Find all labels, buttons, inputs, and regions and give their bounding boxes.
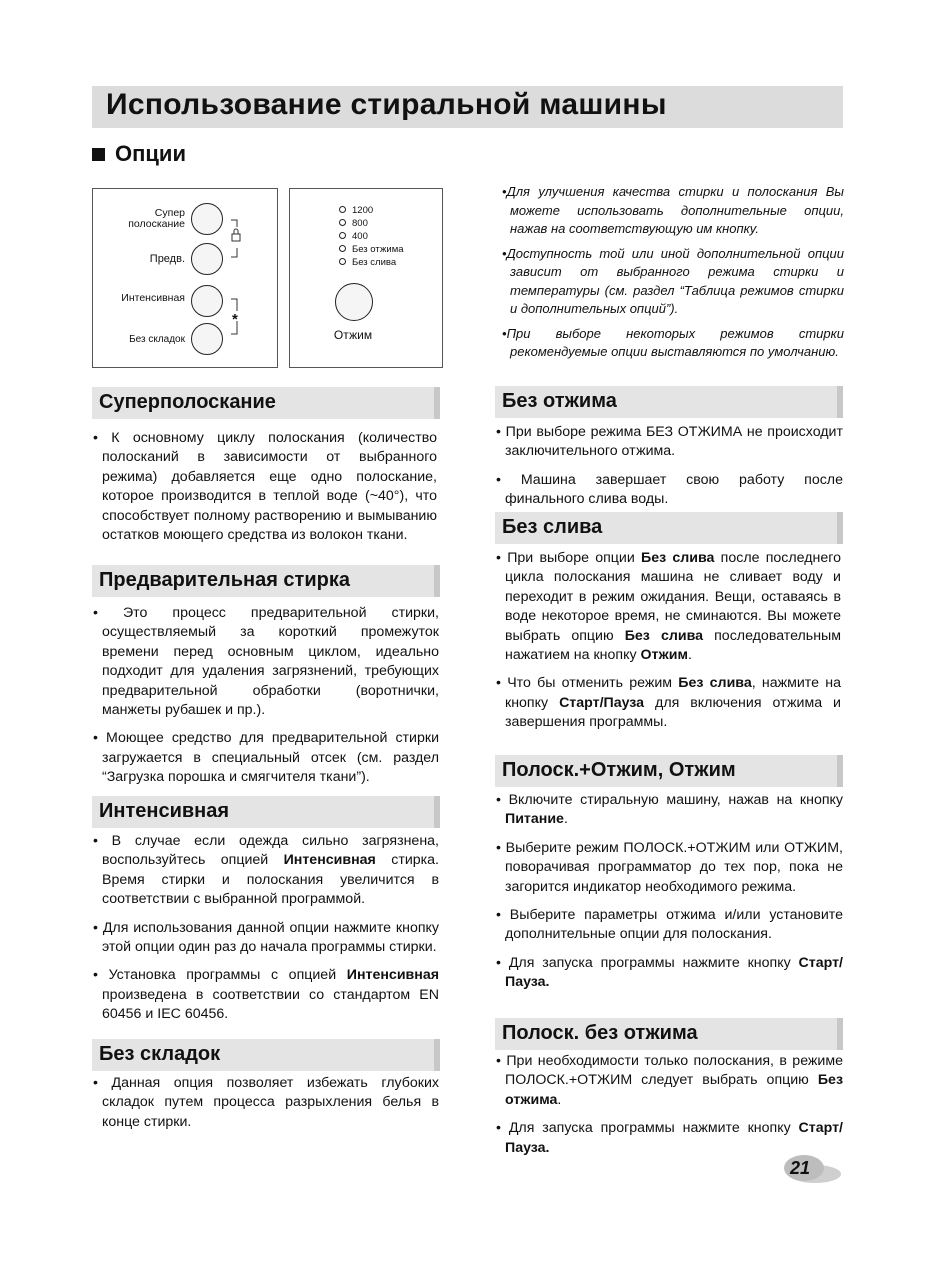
list-item: • Включите стиральную машину, нажав на кнопку Питание.: [495, 791, 843, 830]
list-item: • К основному циклу полоскания (количество полосканий в зависимости от выбранного режима) добавляется еще одно полоскание, которое производится в теплой воде (~40°), что способствует полному растворению и вымыванию остатков моющего средства из волокон ткани.: [92, 429, 437, 545]
label-super-rinse: Супер полоскание: [128, 207, 185, 230]
options-notes: [500, 183, 844, 368]
list-item: • При выборе режима БЕЗ ОТЖИМА не происходит заключительного отжима.: [495, 423, 843, 462]
spin-options-list: [339, 204, 404, 269]
label-intensive: Интенсивная: [121, 292, 185, 304]
section-body-intensive: [92, 832, 439, 1034]
spin-button-label: Отжим: [333, 328, 373, 342]
spin-option: 800: [339, 217, 404, 230]
list-item: • Выберите параметры отжима и/или установите дополнительные опции для полоскания.: [495, 906, 843, 945]
section-subtitle: [92, 141, 186, 167]
spin-option: Без слива: [339, 256, 404, 269]
list-item: • При выборе опции Без слива после последнего цикла полоскания машина не сливает воду и переходит в режим ожидания. Вещи, оставаясь в воде некоторое время, не сминаются. Вы можете выбрать опцию Без слива последовательным нажатием на кнопку Отжим.: [495, 549, 841, 665]
note-item: •При выборе некоторых режимов стирки рекомендуемые опции выставляются по умолчанию.: [502, 325, 844, 359]
section-heading-prewash: Предварительная стирка: [92, 565, 440, 597]
intensive-button: [191, 285, 223, 317]
list-item: • Для запуска программы нажмите кнопку Старт/Пауза.: [495, 1119, 843, 1158]
page-number: 21: [790, 1158, 811, 1178]
section-heading-rinse-spin: Полоск.+Отжим, Отжим: [495, 755, 843, 787]
section-heading-no-drain: Без слива: [495, 512, 843, 544]
note-item: •Доступность той или иной дополнительной опции зависит от выбранного режима стирки и температуры (см. раздел “Таблица режимов стирки и дополнительных опций”).: [502, 245, 844, 316]
prewash-button: [191, 243, 223, 275]
section-heading-intensive: Интенсивная: [92, 796, 440, 828]
section-body-no-spin: [495, 423, 843, 519]
section-body-no-crease: [92, 1074, 439, 1141]
list-item: • Выберите режим ПОЛОСК.+ОТЖИМ или ОТЖИМ, поворачивая программатор до тех пор, пока не загорится индикатор необходимого режима.: [495, 839, 843, 897]
list-item: • Для использования данной опции нажмите кнопку этой опции один раз до начала программы стирки.: [92, 919, 439, 958]
spin-panel-illustration: [289, 188, 443, 368]
list-item: • При необходимости только полоскания, в режиме ПОЛОСК.+ОТЖИМ следует выбрать опцию Без отжима.: [495, 1052, 843, 1110]
list-item: • В случае если одежда сильно загрязнена, воспользуйтесь опцией Интенсивная стирка. Время стирки и полоскания увеличится в соответствии с выбранной программой.: [92, 832, 439, 910]
section-body-prewash: [92, 604, 439, 797]
page-number-badge: [781, 1154, 841, 1184]
label-no-crease: Без складок: [129, 334, 185, 345]
list-item: • Моющее средство для предварительной стирки загружается в специальный отсек (см. раздел “Загрузка порошка и смягчителя ткани”).: [92, 729, 439, 787]
super-rinse-button: [191, 203, 223, 235]
page-title: Использование стиральной машины: [106, 88, 667, 121]
section-body-rinse-spin: [495, 791, 843, 1002]
options-panel-illustration: [92, 188, 278, 368]
list-item: • Машина завершает свою работу после финального слива воды.: [495, 471, 843, 510]
section-body-no-drain: [495, 549, 841, 742]
list-item: • Данная опция позволяет избежать глубоких складок путем процесса разрыхления белья в конце стирки.: [92, 1074, 439, 1132]
section-heading-no-spin: Без отжима: [495, 386, 843, 418]
section-body-rinse-no-spin: [495, 1052, 843, 1167]
section-heading-rinse-no-spin: Полоск. без отжима: [495, 1018, 843, 1050]
section-heading-super-rinse: Суперполоскание: [92, 387, 440, 419]
spin-option: 400: [339, 230, 404, 243]
list-item: • Что бы отменить режим Без слива, нажмите на кнопку Старт/Пауза для включения отжима и завершения программы.: [495, 674, 841, 732]
page-title-bar: [92, 86, 843, 128]
square-bullet-icon: [92, 148, 105, 161]
spin-button: [335, 283, 373, 321]
spin-option: 1200: [339, 204, 404, 217]
spin-option: Без отжима: [339, 243, 404, 256]
section-body-super-rinse: [92, 429, 437, 554]
list-item: • Для запуска программы нажмите кнопку Старт/Пауза.: [495, 954, 843, 993]
no-crease-button: [191, 323, 223, 355]
subtitle-text: Опции: [115, 141, 186, 166]
list-item: • Это процесс предварительной стирки, осуществляемый за короткий промежуток времени перед основным циклом, идеально подходит для удаления загрязнений, требующих предварительной обработки (воротнички, манжеты рубашек и пр.).: [92, 604, 439, 720]
label-prewash: Предв.: [149, 253, 185, 265]
asterisk-mark: *: [232, 311, 238, 328]
list-item: • Установка программы с опцией Интенсивная произведена в соответствии со стандартом EN 60456 и IEC 60456.: [92, 966, 439, 1024]
note-item: •Для улучшения качества стирки и полоскания Вы можете использовать дополнительные опции, нажав на соответствующую им кнопку.: [502, 184, 844, 236]
section-heading-no-crease: Без складок: [92, 1039, 440, 1071]
